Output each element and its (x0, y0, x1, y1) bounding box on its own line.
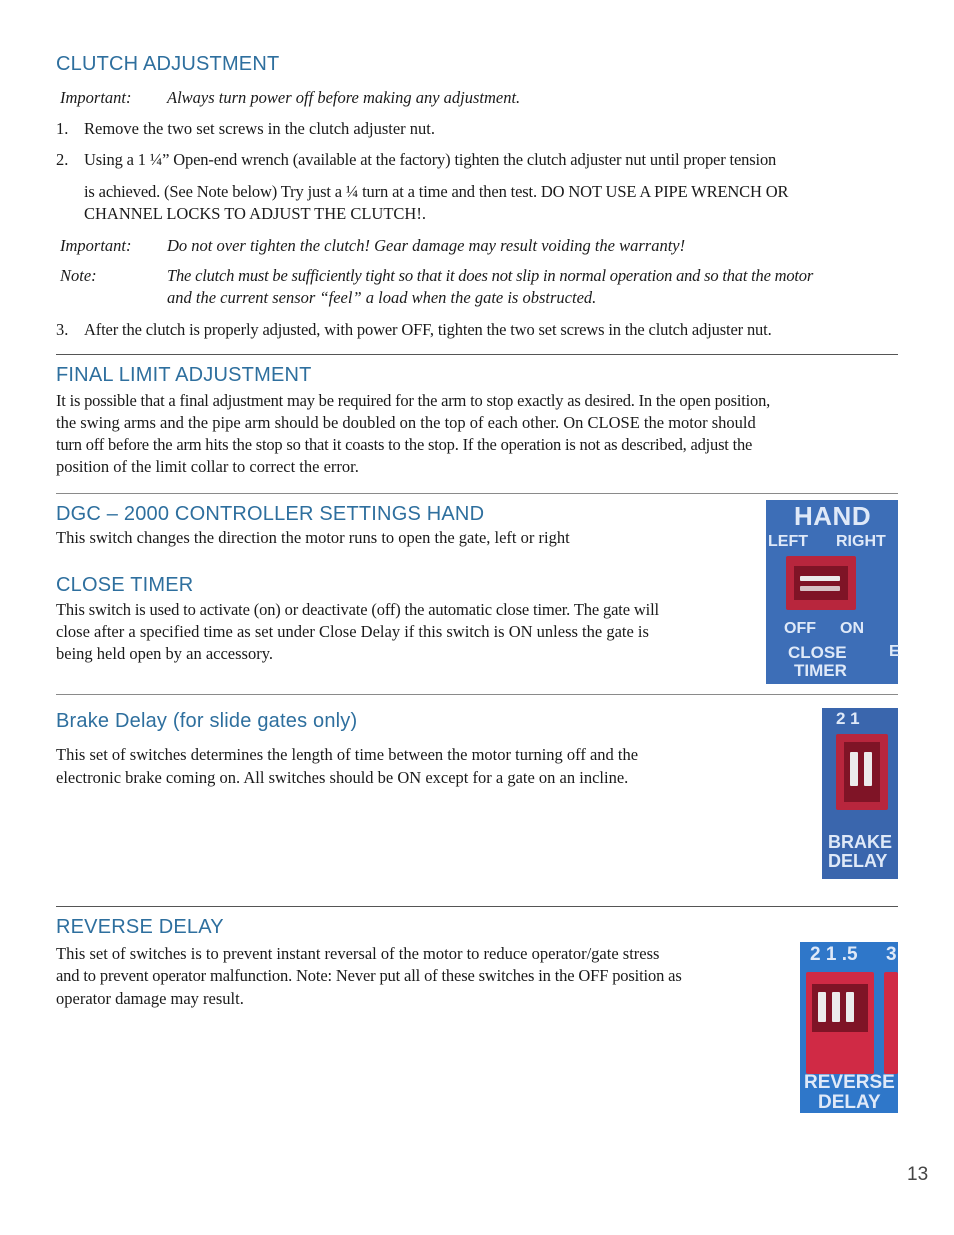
section-divider (56, 354, 898, 355)
brake-switch-image (822, 708, 898, 879)
edge-label: E (889, 643, 900, 660)
important-text: Do not over tighten the clutch! Gear damage may result voiding the warranty! (167, 236, 686, 255)
body-text: turn off before the arm hits the stop so that it coasts to the stop. If the operation is not as described, adjust the (56, 435, 753, 454)
page-number: 13 (907, 1164, 929, 1185)
brake-label: BRAKE (828, 832, 893, 852)
reverse-label: REVERSE (804, 1072, 895, 1093)
step-text: Remove the two set screws in the clutch adjuster nut. (84, 119, 435, 138)
note-label: Note: (60, 266, 97, 285)
body-text: This switch is used to activate (on) or deactivate (off) the automatic close timer. The gate will (56, 600, 659, 619)
body-text: and to prevent operator malfunction. Note: Never put all of these switches in the OFF position as (56, 966, 682, 985)
reverse-switch-image (800, 942, 898, 1113)
section-divider (56, 694, 898, 695)
delay-label: DELAY (818, 1092, 881, 1113)
important-text: Always turn power off before making any adjustment. (167, 88, 521, 107)
body-text: It is possible that a final adjustment may be required for the arm to stop exactly as desired. In the open position, (56, 391, 771, 410)
dip-switch-partial (884, 972, 898, 1074)
right-label: RIGHT (836, 533, 886, 550)
body-text: close after a specified time as set under Close Delay if this switch is ON unless the gate is (56, 622, 649, 641)
reverse-switch-numbers: 2 1 .5 (810, 944, 858, 965)
body-text: This switch changes the direction the motor runs to open the gate, left or right (56, 528, 570, 547)
step-number: 2. (56, 150, 69, 169)
body-text: electronic brake coming on. All switches should be ON except for a gate on an incline. (56, 768, 629, 787)
note-text: The clutch must be sufficiently tight so that it does not slip in normal operation and so that the motor (167, 266, 814, 285)
brake-switch-numbers: 2 1 (836, 709, 860, 728)
close-label: CLOSE (788, 643, 847, 662)
note-text: and the current sensor “feel” a load when the gate is obstructed. (167, 288, 597, 307)
hand-label: HAND (794, 501, 872, 531)
hand-switch-image (766, 500, 898, 684)
section-divider (56, 493, 898, 494)
body-text: This set of switches is to prevent instant reversal of the motor to reduce operator/gate stress (56, 944, 660, 963)
body-text: position of the limit collar to correct the error. (56, 457, 359, 476)
close-timer-heading: CLOSE TIMER (56, 574, 194, 596)
dip-switch (806, 972, 874, 1074)
important-label: Important: (60, 88, 132, 107)
section-divider (56, 906, 898, 907)
step-number: 1. (56, 119, 69, 138)
body-text: the swing arms and the pipe arm should be doubled on the top of each other. On CLOSE the motor should (56, 413, 756, 432)
reverse-switch-edge-number: 3 (886, 944, 897, 965)
step-text: After the clutch is properly adjusted, with power OFF, tighten the two set screws in the clutch adjuster nut. (84, 320, 772, 339)
delay-label: DELAY (828, 851, 888, 871)
important-label: Important: (60, 236, 132, 255)
step-number: 3. (56, 320, 69, 339)
brake-heading: Brake Delay (for slide gates only) (56, 710, 358, 732)
body-text: being held open by an accessory. (56, 644, 274, 663)
step-text: CHANNEL LOCKS TO ADJUST THE CLUTCH!. (84, 204, 426, 223)
off-label: OFF (784, 620, 816, 637)
reverse-heading: REVERSE DELAY (56, 916, 224, 938)
dip-switch (836, 734, 888, 810)
left-label: LEFT (768, 533, 808, 550)
dip-switch (786, 556, 856, 610)
on-label: ON (840, 620, 864, 637)
body-text: operator damage may result. (56, 989, 244, 1008)
final-limit-heading: FINAL LIMIT ADJUSTMENT (56, 364, 312, 386)
hand-heading: DGC – 2000 CONTROLLER SETTINGS HAND (56, 503, 485, 525)
timer-label: TIMER (794, 661, 847, 680)
step-text: is achieved. (See Note below) Try just a ¼ turn at a time and then test. DO NOT USE A PIPE WRENCH OR (84, 182, 789, 201)
body-text: This set of switches determines the length of time between the motor turning off and the (56, 745, 639, 764)
step-text: Using a 1 ¼” Open-end wrench (available at the factory) tighten the clutch adjuster nut until proper tension (84, 150, 777, 169)
clutch-heading: CLUTCH ADJUSTMENT (56, 53, 280, 75)
